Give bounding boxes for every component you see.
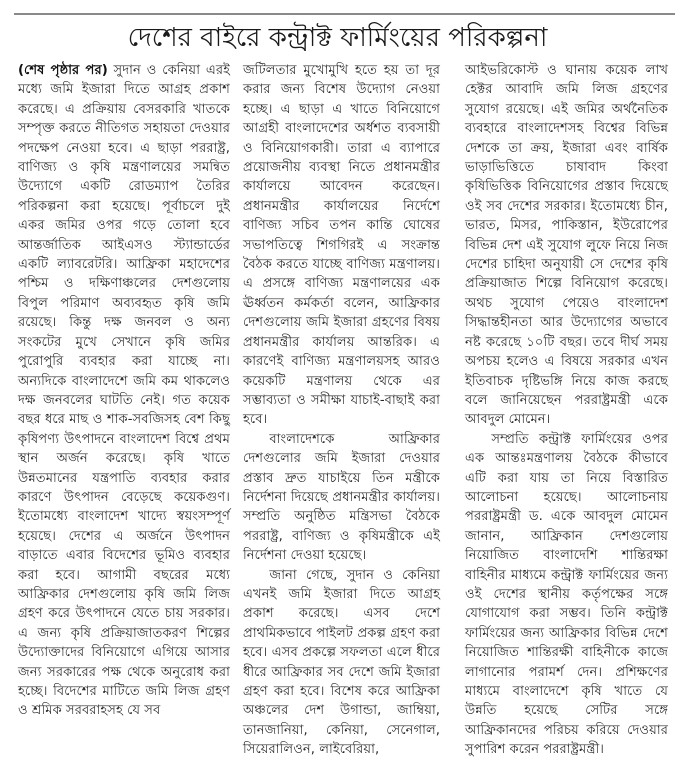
headline: দেশের বাইরে কন্ট্রাক্ট ফার্মিংয়ের পরিকল্পনা — [127, 23, 548, 53]
paragraph-text: সুদান ও কেনিয়া এরই মধ্যে জমি ইজারা দিতে আগ্রহ প্রকাশ করেছে। এ প্রক্রিয়ায় বেসরকারি খাতকে সম্পৃক্ত করতে নীতিগত সহায়তা দেওয়ার পদক্ষেপ নেওয়া হবে। এ ছাড়া পররাষ্ট্র, বাণিজ্য ও কৃষি মন্ত্রণালয়ের সমন্বিত উদ্যোগে একটি রোডম্যাপ তৈরির পরিকল্পনা করা হয়েছে। পূর্বাচলে দুই একর জমির ওপর গড়ে তোলা হবে আন্তর্জাতিক আইএসও স্ট্যান্ডার্ডের একটি ল্যাবরেটরি। আফ্রিকা মহাদেশের পশ্চিম ও দক্ষিণাঞ্চলের দেশগুলোয় বিপুল পরিমাণ অব্যবহৃত কৃষি জমি রয়েছে। কিন্তু দক্ষ জনবল ও অন্য সংকটের মুখে সেখানে কৃষি জমির পুরোপুরি ব্যবহার করা যাচ্ছে না। অন্যদিকে বাংলাদেশে জমি কম থাকলেও দক্ষ জনবলের ঘাটতি নেই। গত কয়েক বছর ধরে মাছ ও শাক-সবজিসহ বেশ কিছু কৃষিপণ্য উৎপাদনে বাংলাদেশ বিশ্বে প্রথম স্থান অর্জন করেছে। কৃষি খাতে উন্নতমানের যন্ত্রপাতি ব্যবহার করার কারণে উৎপাদন বেড়েছে কয়েকগুণ। ইতোমধ্যে বাংলাদেশ খাদ্যে স্বয়ংসম্পূর্ণ হয়েছে। দেশের এ অর্জনে উৎপাদন বাড়াতে এবার বিদেশের ভূমিও ব্যবহার করা হবে। আগামী বছরের মধ্যে আফ্রিকার দেশগুলোয় কৃষি জমি লিজ গ্রহণ করে উৎপাদনে যেতে চায় সরকার। এ জন্য কৃষি প্রক্রিয়াজাতকরণ শিল্পের উদ্যোক্তাদের বিনিয়োগে এগিয়ে আসার জন্য সরকারের পক্ষ থেকে অনুরোধ করা হচ্ছে। বিদেশের মাটিতে জমি লিজ গ্রহণ ও শ্রমিক সরবরাহসহ যে সব — [18, 63, 230, 719]
article-column-3 — [465, 61, 668, 760]
paragraph: জটিলতার মুখোমুখি হতে হয় তা দূর করার জন্য বিশেষ উদ্যোগ নেওয়া হচ্ছে। এ ছাড়া এ খাতে বিনিয়োগে আগ্রহী বাংলাদেশের অর্ধশত ব্যবসায়ী ও বিনিয়োগকারী। তারা এ ব্যাপারে প্রয়োজনীয় ব্যবস্থা নিতে প্রধানমন্ত্রীর কার্যালয়ে আবেদন করেছেন। প্রধানমন্ত্রীর কার্যালয়ের নির্দেশে বাণিজ্য সচিব তপন কান্তি ঘোষের সভাপতিত্বে শিগগিরই এ সংক্রান্ত বৈঠক করতে যাচ্ছে বাণিজ্য মন্ত্রণালয়। এ প্রসঙ্গে বাণিজ্য মন্ত্রণালয়ের এক ঊর্ধ্বতন কর্মকর্তা বলেন, আফ্রিকার দেশগুলোয় জমি ইজারা গ্রহণের বিষয় প্রধানমন্ত্রীর কার্যালয় আন্তরিক। এ কারণেই বাণিজ্য মন্ত্রণালয়সহ আরও কয়েকটি মন্ত্রণালয় থেকে এর সম্ভাব্যতা ও সমীক্ষা যাচাই-বাছাই করা হবে। — [243, 63, 440, 428]
article-column-1 — [18, 61, 230, 721]
paragraph: বাংলাদেশকে আফ্রিকার দেশগুলোর জমি ইজারা দেওয়ার প্রস্তাব দ্রুত যাচাইয়ে তিন মন্ত্রীকে নির্দেশনা দিয়েছে প্রধানমন্ত্রীর কার্যালয়। সম্প্রতি অনুষ্ঠিত মন্ত্রিসভা বৈঠকে পররাষ্ট্র, বাণিজ্য ও কৃষিমন্ত্রীকে এই নির্দেশনা দেওয়া হয়েছে। — [243, 431, 440, 564]
article-column-2 — [243, 61, 440, 760]
paragraph: আইভরিকোস্ট ও ঘানায় কয়েক লাখ হেক্টর আবাদি জমি লিজ গ্রহণের সুযোগ রয়েছে। এই জমির অর্থনৈতিক ব্যবহারে বাংলাদেশসহ বিশ্বের বিভিন্ন দেশকে তা ক্রয়, ইজারা এবং বার্ষিক ভাড়াভিত্তিতে চাষাবাদ কিংবা কৃষিভিত্তিক বিনিয়োগের প্রস্তাব দিয়েছে ওই সব দেশের সরকার। ইতোমধ্যে চীন, ভারত, মিসর, পাকিস্তান, ইউরোপের বিভিন্ন দেশ এই সুযোগ লুফে নিয়ে নিজ দেশের চাহিদা অনুযায়ী সে দেশের কৃষি প্রক্রিয়াজাত শিল্পে বিনিয়োগ করেছে। অথচ সুযোগ পেয়েও বাংলাদেশ সিদ্ধান্তহীনতা আর উদ্যোগের অভাবে নষ্ট করেছে ১০টি বছর। তবে দীর্ঘ সময় অপচয় হলেও এ বিষয়ে সরকার এখন ইতিবাচক দৃষ্টিভঙ্গি নিয়ে কাজ করছে বলে জানিয়েছেন পররাষ্ট্রমন্ত্রী একে আবদুল মোমেন। — [465, 63, 668, 428]
top-divider-rule — [14, 13, 675, 15]
paragraph — [18, 61, 230, 721]
paragraph: জানা গেছে, সুদান ও কেনিয়া এখনই জমি ইজারা দিতে আগ্রহ প্রকাশ করেছে। এসব দেশে প্রাথমিকভাবে পাইলট প্রকল্প গ্রহণ করা হবে। এসব প্রকল্পে সফলতা এলে ধীরে ধীরে আফ্রিকার সব দেশে জমি ইজারা গ্রহণ করা হবে। বিশেষ করে আফ্রিকা অঞ্চলের দেশ উগান্ডা, জাম্বিয়া, তানজানিয়া, কেনিয়া, সেনেগাল, সিয়েরালিওন, লাইবেরিয়া, — [243, 567, 440, 758]
continuation-label: (শেষ পৃষ্ঠার পর) — [18, 63, 108, 78]
paragraph: সম্প্রতি কন্ট্রাক্ট ফার্মিংয়ের ওপর এক আন্তঃমন্ত্রণালয় বৈঠকে কীভাবে এটি করা যায় তা নিয়ে বিস্তারিত আলোচনা হয়েছে। আলোচনায় পররাষ্ট্রমন্ত্রী ড. একে আবদুল মোমেন জানান, আফ্রিকান দেশগুলোয় নিয়োজিত বাংলাদেশি শান্তিরক্ষা বাহিনীর মাধ্যমে কন্ট্রাক্ট ফার্মিংয়ের জন্য ওই দেশের স্থানীয় কর্তৃপক্ষের সঙ্গে যোগাযোগ করা সম্ভব। তিনি কন্ট্রাক্ট ফার্মিংয়ের জন্য আফ্রিকার বিভিন্ন দেশে নিয়োজিত শান্তিরক্ষী বাহিনীকে কাজে লাগানোর পরামর্শ দেন। প্রশিক্ষণের মাধ্যমে বাংলাদেশে কৃষি খাতে যে উন্নতি হয়েছে সেটির সঙ্গে আফ্রিকানদের পরিচয় করিয়ে দেওয়ার সুপারিশ করেন পররাষ্ট্রমন্ত্রী। — [465, 431, 668, 758]
